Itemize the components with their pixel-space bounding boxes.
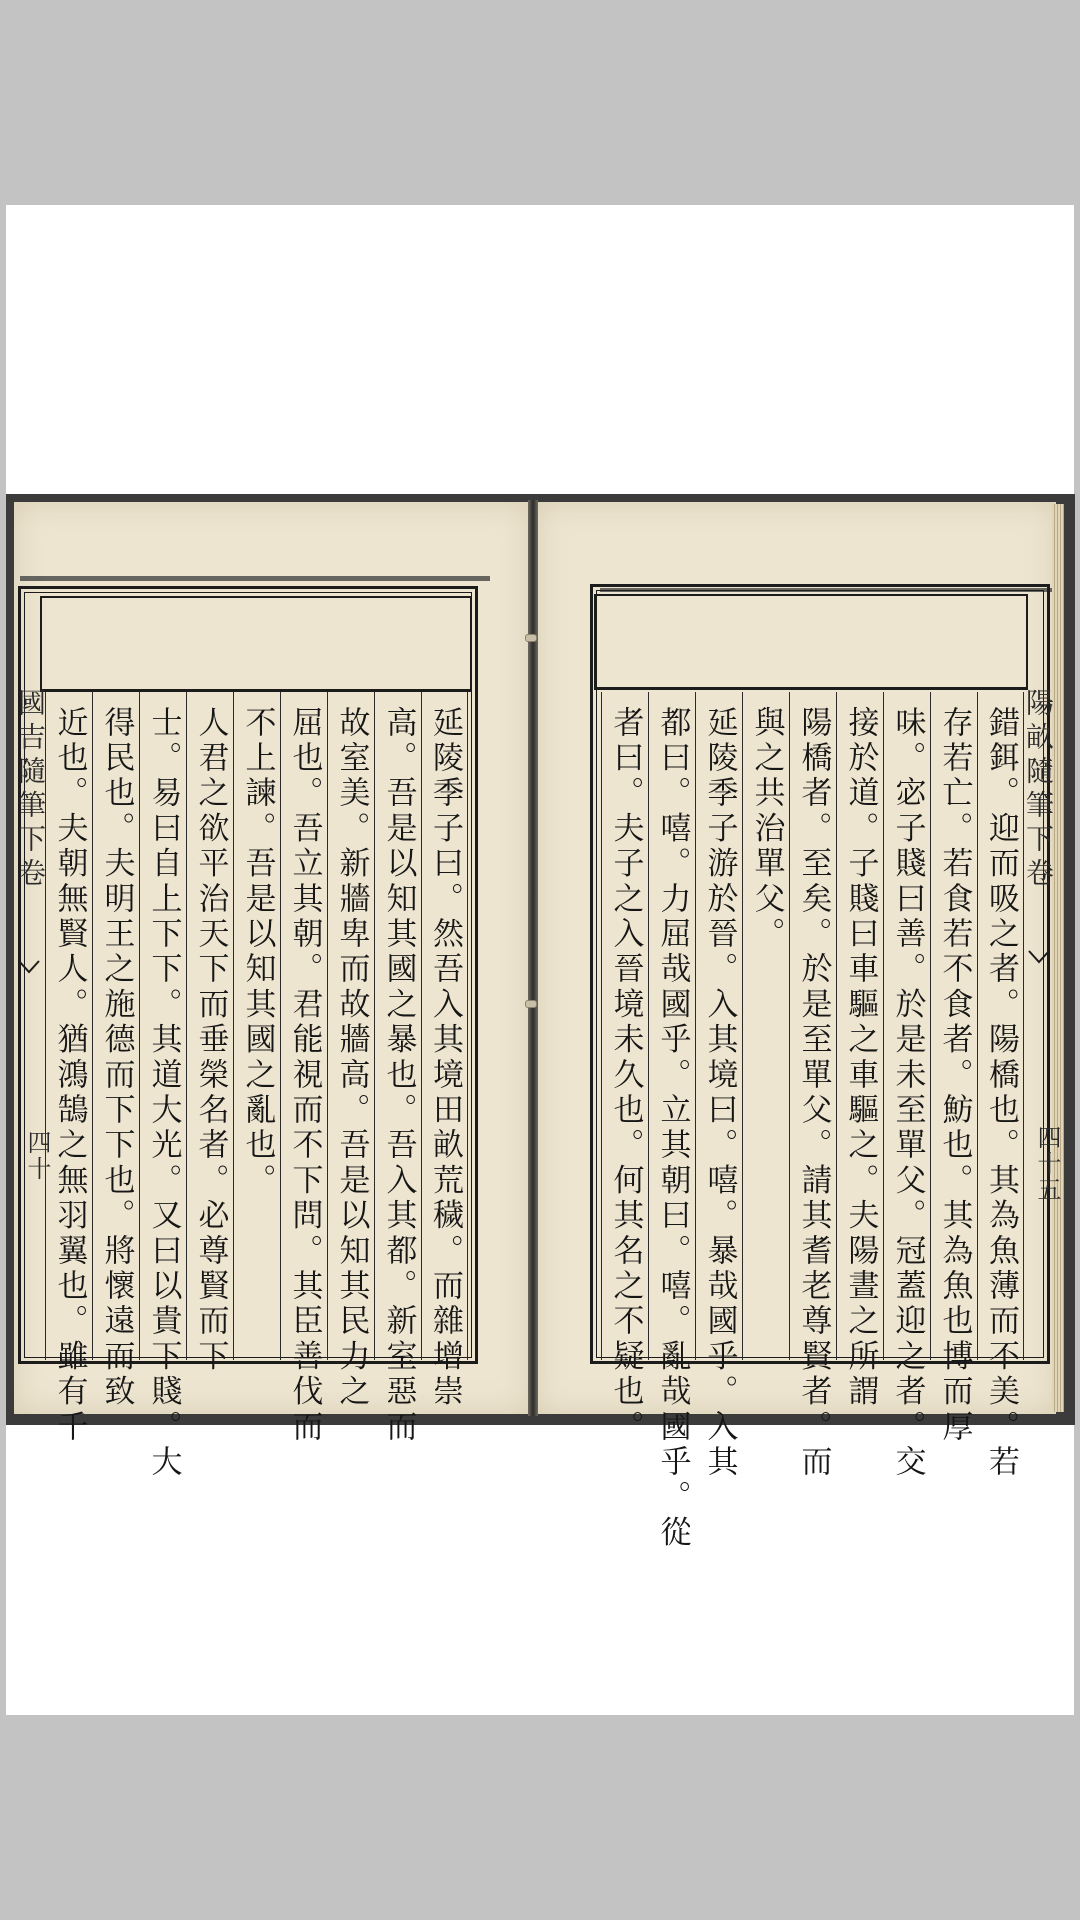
text-column	[648, 692, 695, 1551]
left-margin-column	[14, 688, 47, 1178]
text-column	[280, 692, 327, 1446]
fish-tail-mark	[1028, 950, 1050, 964]
column-text: 故室美。新牆卑而故牆高。吾是以知其民力之	[333, 706, 370, 1410]
fish-tail-mark	[18, 960, 40, 974]
page-top-rule	[20, 576, 490, 581]
text-column	[930, 692, 977, 1446]
column-text: 延陵季子游於晉。入其境曰。嘻。暴哉國乎。入其	[701, 706, 738, 1481]
column-text: 陽橋者。至矣。於是至單父。請其耆老尊賢者。而	[795, 706, 832, 1481]
binding-thread	[525, 1000, 537, 1008]
left-header-box	[40, 596, 472, 692]
text-column	[45, 692, 92, 1446]
right-folio: 四十五	[1033, 1125, 1061, 1203]
column-text: 不上諫。吾是以知其國之亂也。	[239, 706, 276, 1199]
text-column	[421, 692, 468, 1410]
text-column	[742, 692, 789, 1360]
column-text: 錯鉺。迎而吸之者。陽橋也。其為魚薄而不美。若	[983, 706, 1019, 1481]
text-column	[139, 692, 186, 1481]
column-text: 士。易曰自上下下。其道大光。又曰以貴下賤。大	[145, 706, 182, 1481]
column-text: 接於道。子賤曰車驅之車驅之。夫陽晝之所謂	[842, 706, 879, 1410]
text-column	[695, 692, 742, 1481]
text-column	[92, 692, 139, 1410]
column-text: 屈也。吾立其朝。君能視而不下問。其臣善伐而	[286, 706, 323, 1446]
binding-thread	[525, 634, 537, 642]
text-column	[186, 692, 233, 1375]
column-text: 得民也。夫明王之施德而下下也。將懷遠而致	[98, 706, 135, 1410]
column-text: 存若亡。若食若不食者。魴也。其為魚也博而厚	[936, 706, 973, 1446]
column-text: 都曰。嘻。力屈哉國乎。立其朝曰。嘻。亂哉國乎。從	[654, 706, 691, 1551]
column-text: 近也。夫朝無賢人。猶鴻鵠之無羽翼也。雖有千	[51, 706, 88, 1446]
text-column	[327, 692, 374, 1410]
column-text: 與之共治單父。	[748, 706, 785, 953]
text-column	[374, 692, 421, 1446]
column-text: 者曰。夫子之入晉境未久也。何其名之不疑也。	[607, 706, 644, 1446]
text-column	[233, 692, 280, 1360]
text-column	[883, 692, 930, 1481]
text-column	[977, 692, 1024, 1481]
column-text: 味。宓子賤曰善。於是未至單父。冠蓋迎之者。交	[889, 706, 926, 1481]
column-text: 延陵季子曰。然吾入其境田畝荒穢。而雜增崇	[427, 706, 463, 1410]
left-folio: 四十	[23, 1130, 51, 1182]
column-text: 人君之欲平治天下而垂榮名者。必尊賢而下	[192, 706, 229, 1375]
text-column	[601, 692, 648, 1446]
text-column	[789, 692, 836, 1481]
right-margin-title: 陽畝隨筆下卷	[1022, 688, 1055, 892]
column-text: 高。吾是以知其國之暴也。吾入其都。新室惡而	[380, 706, 417, 1446]
right-header-box	[594, 594, 1028, 690]
left-margin-title: 國吉隨筆下卷	[14, 688, 47, 892]
text-column	[836, 692, 883, 1410]
